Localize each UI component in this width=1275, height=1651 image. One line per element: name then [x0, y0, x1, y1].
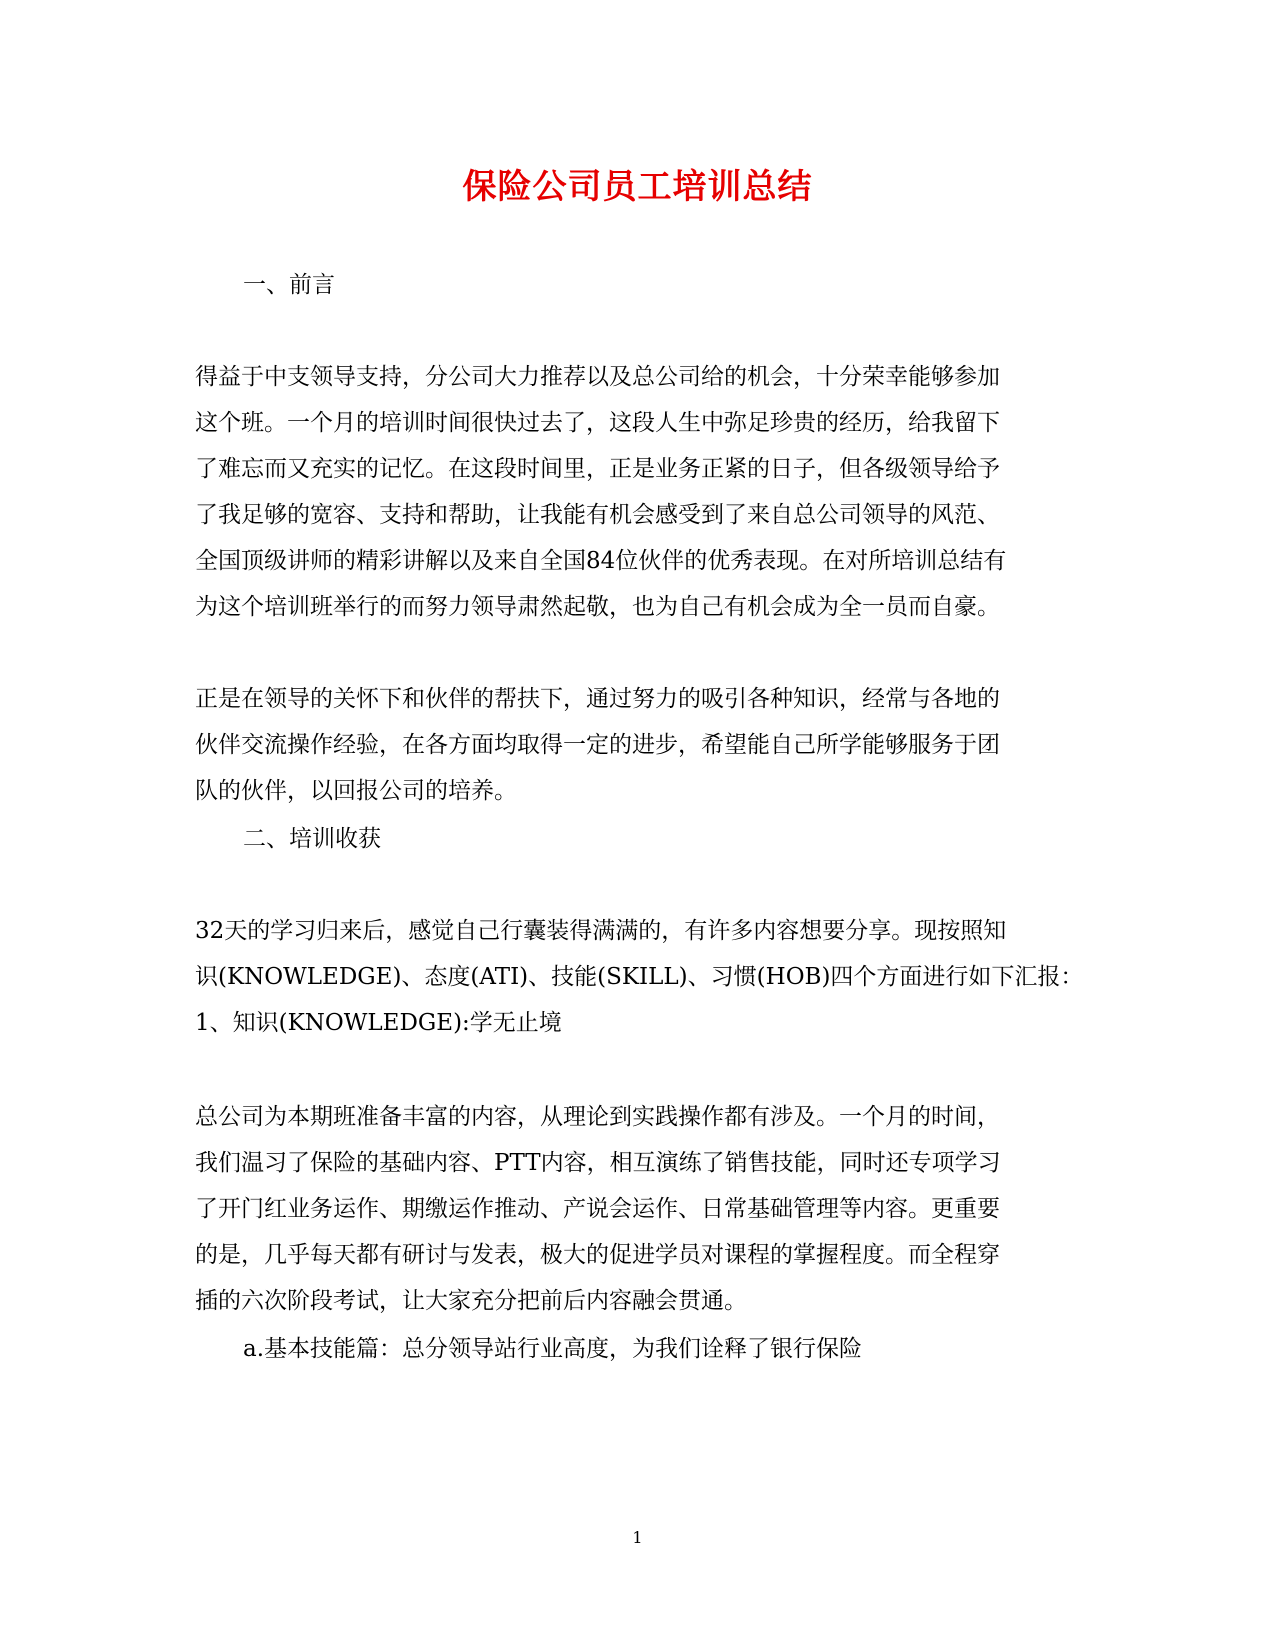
paragraph-preface-1	[195, 354, 1075, 630]
text-line: 伙伴交流操作经验，在各方面均取得一定的进步，希望能自己所学能够服务于团	[195, 732, 1000, 758]
text-line: 为这个培训班举行的而努力领导肃然起敬，也为自己有机会成为全一员而自豪。	[195, 594, 1000, 620]
text-line: 队的伙伴，以回报公司的培养。	[195, 778, 517, 804]
text-line: 插的六次阶段考试，让大家充分把前后内容融会贯通。	[195, 1288, 747, 1314]
text-line: 我们温习了保险的基础内容、PTT内容，相互演练了销售技能，同时还专项学习	[195, 1150, 1001, 1176]
paragraph-knowledge	[195, 1094, 1075, 1324]
text-line: 这个班。一个月的培训时间很快过去了，这段人生中弥足珍贵的经历，给我留下	[195, 410, 1000, 436]
text-line: 总公司为本期班准备丰富的内容，从理论到实践操作都有涉及。一个月的时间，	[195, 1104, 1000, 1130]
text-line: 识(KNOWLEDGE)、态度(ATI)、技能(SKILL)、习惯(HOB)四个方面进行如下汇报：	[195, 964, 1084, 990]
list-item-basic-skills: a.基本技能篇：总分领导站行业高度，为我们诠释了银行保险	[243, 1336, 863, 1362]
text-line: 32天的学习归来后，感觉自己行囊装得满满的，有许多内容想要分享。现按照知	[195, 918, 1007, 944]
section-heading-preface: 一、前言	[243, 272, 335, 298]
text-line: 全国顶级讲师的精彩讲解以及来自全国84位伙伴的优秀表现。在对所培训总结有	[195, 548, 1007, 574]
paragraph-gains-intro	[195, 908, 1084, 1046]
text-line: 正是在领导的关怀下和伙伴的帮扶下，通过努力的吸引各种知识，经常与各地的	[195, 686, 1000, 712]
text-line: 了我足够的宽容、支持和帮助，让我能有机会感受到了来自总公司领导的风范、	[195, 502, 1000, 528]
page-number: 1	[632, 1528, 643, 1547]
paragraph-preface-2	[195, 676, 1075, 814]
text-line: 得益于中支领导支持，分公司大力推荐以及总公司给的机会，十分荣幸能够参加	[195, 364, 1000, 390]
document-title: 保险公司员工培训总结	[462, 167, 813, 207]
section-heading-gains: 二、培训收获	[243, 826, 381, 852]
text-line: 1、知识(KNOWLEDGE):学无止境	[195, 1010, 562, 1036]
text-line: 的是，几乎每天都有研讨与发表，极大的促进学员对课程的掌握程度。而全程穿	[195, 1242, 1000, 1268]
text-line: 了开门红业务运作、期缴运作推动、产说会运作、日常基础管理等内容。更重要	[195, 1196, 1000, 1222]
text-line: 了难忘而又充实的记忆。在这段时间里，正是业务正紧的日子，但各级领导给予	[195, 456, 1000, 482]
